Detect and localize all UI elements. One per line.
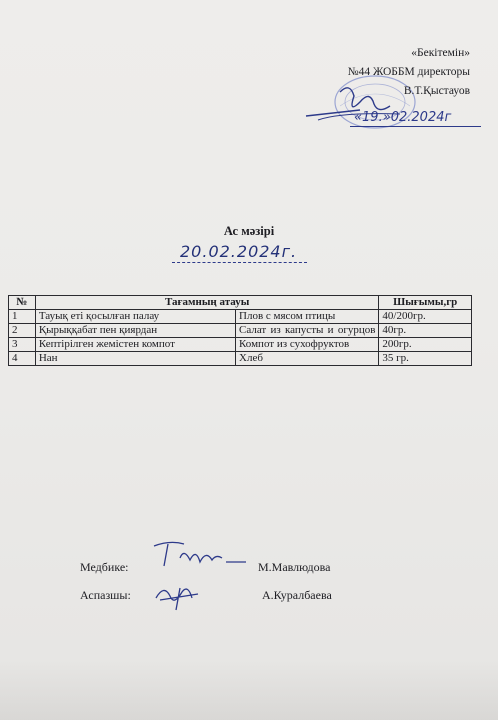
approval-position: №44 ЖОББМ директоры: [347, 66, 470, 78]
row-number: 2: [9, 324, 36, 338]
approval-director-name: В.Т.Қыстауов: [403, 85, 470, 97]
menu-title: Ас мәзірі: [223, 224, 275, 238]
menu-date-underline: [172, 262, 307, 263]
table-row: [9, 324, 472, 338]
table-header-row: [9, 296, 472, 310]
dish-name-ru: Компот из сухофруктов: [236, 338, 379, 352]
approval-date: [354, 110, 451, 125]
header-output: Шығымы,гр: [379, 296, 472, 310]
dish-output: 40/200гр.: [379, 310, 472, 324]
dish-output: 35 гр.: [379, 352, 472, 366]
header-dish-name: Тағамның атауы: [35, 296, 379, 310]
dish-name-kz: Кептірілген жемістен компот: [35, 338, 235, 352]
nurse-label: Медбике:: [80, 560, 129, 574]
row-number: 3: [9, 338, 36, 352]
dish-output: 200гр.: [379, 338, 472, 352]
table-row: [9, 352, 472, 366]
table-row: [9, 310, 472, 324]
table-row: [9, 338, 472, 352]
header-number: №: [9, 296, 36, 310]
approval-heading: «Бекітемін»: [411, 47, 470, 59]
nurse-signature: [150, 536, 250, 572]
menu-table: [8, 295, 472, 366]
dish-name-ru: Плов с мясом птицы: [236, 310, 379, 324]
dish-name-kz: Тауық еті қосылған палау: [35, 310, 235, 324]
page-shadow: [0, 660, 498, 720]
dish-name-ru: Салат из капусты и огурцов: [236, 324, 379, 338]
nurse-name: М.Мавлюдова: [258, 560, 331, 574]
menu-date: 20.02.2024г.: [180, 242, 298, 261]
dish-output: 40гр.: [379, 324, 472, 338]
approval-date-text: «19.»02.2024г: [354, 110, 452, 125]
row-number: 4: [9, 352, 36, 366]
cook-signature: [150, 578, 210, 614]
cook-label: Аспазшы:: [80, 588, 131, 602]
dish-name-kz: Қырыққабат пен қиярдан: [35, 324, 235, 338]
dish-name-ru: Хлеб: [236, 352, 379, 366]
cook-name: А.Куралбаева: [262, 588, 332, 602]
row-number: 1: [9, 310, 36, 324]
dish-name-kz: Нан: [35, 352, 235, 366]
